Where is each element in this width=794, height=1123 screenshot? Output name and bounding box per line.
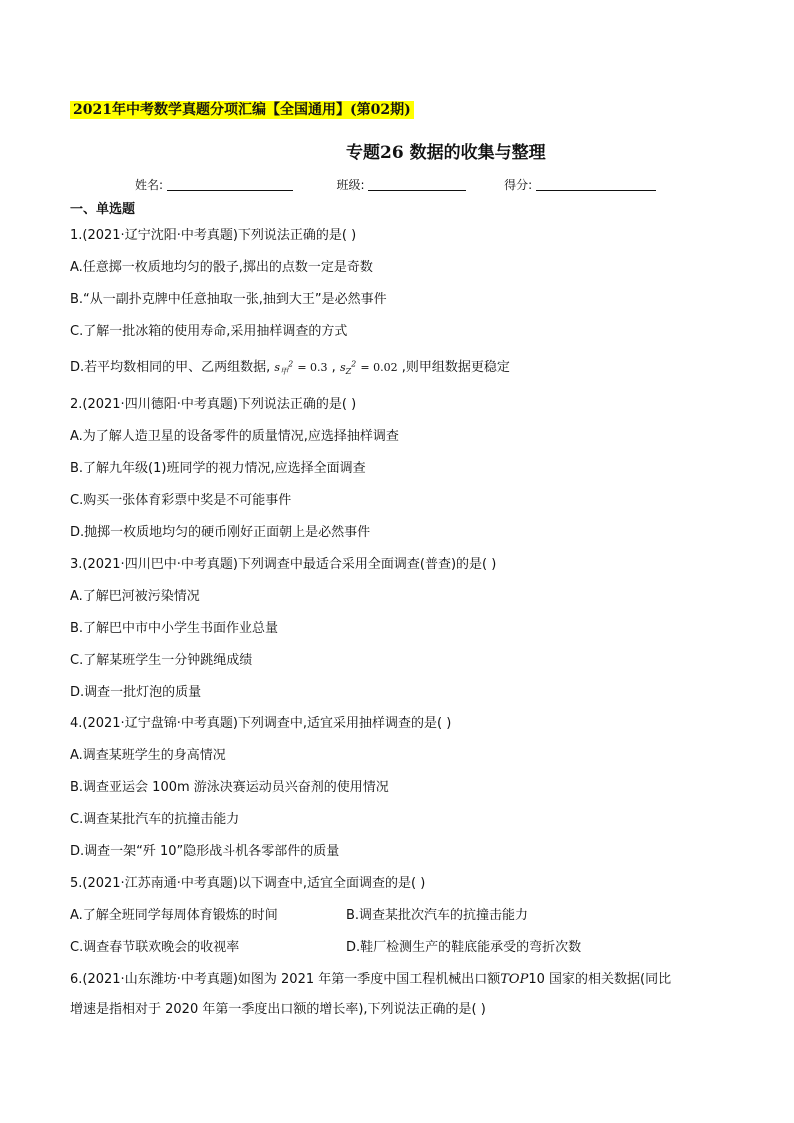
q6-math-top: TOP [500, 972, 529, 987]
question-3-option-d: D.调查一批灯泡的质量 [70, 685, 202, 700]
question-1-option-d [70, 356, 510, 377]
question-4-option-d: D.调查一架“歼 10”隐形战斗机各零部件的质量 [70, 844, 340, 859]
question-4-option-a: A.调查某班学生的身高情况 [70, 748, 226, 763]
score-label: 得分: [504, 178, 533, 192]
variance-symbol-yi: $s_Z^2$ [339, 359, 357, 377]
question-2-stem: 2.(2021·四川德阳·中考真题)下列说法正确的是( ) [70, 397, 357, 412]
question-2-option-a: A.为了解人造卫星的设备零件的质量情况,应选择抽样调查 [70, 429, 399, 444]
variance-value-yi: = 0.02 [360, 361, 398, 374]
question-3-option-b: B.了解巴中市中小学生书面作业总量 [70, 621, 279, 636]
question-6-stem-line2: 增速是指相对于 2020 年第一季度出口额的增长率),下列说法正确的是( ) [70, 1002, 486, 1017]
score-field[interactable] [536, 178, 656, 191]
question-2-option-b: B.了解九年级(1)班同学的视力情况,应选择全面调查 [70, 461, 366, 476]
q6-text-pre: 6.(2021·山东潍坊·中考真题)如图为 2021 年第一季度中国工程机械出口额 [70, 972, 501, 987]
variance-symbol-jia: $s_甲^2$ [274, 359, 294, 377]
question-4-option-c: C.调查某批汽车的抗撞击能力 [70, 812, 240, 827]
variance-value-jia: = 0.3 [297, 361, 328, 374]
question-5-stem: 5.(2021·江苏南通·中考真题)以下调查中,适宜全面调查的是( ) [70, 876, 426, 891]
series-banner: 2021年中考数学真题分项汇编【全国通用】(第02期) [70, 101, 414, 119]
section-heading: 一、单选题 [70, 202, 136, 217]
page-title: 专题26 数据的收集与整理 [346, 143, 546, 163]
question-4-option-b: B.调查亚运会 100m 游泳决赛运动员兴奋剂的使用情况 [70, 780, 389, 795]
q6-text-post: 10 国家的相关数据(同比 [528, 972, 672, 987]
name-field[interactable] [167, 178, 293, 191]
class-label: 班级: [336, 178, 365, 192]
question-2-option-c: C.购买一张体育彩票中奖是不可能事件 [70, 493, 292, 508]
option-d-text-pre: D.若平均数相同的甲、乙两组数据, [70, 360, 271, 375]
class-field[interactable] [368, 178, 466, 191]
question-1-option-a: A.任意掷一枚质地均匀的骰子,掷出的点数一定是奇数 [70, 260, 373, 275]
option-d-text-post: ,则甲组数据更稳定 [401, 360, 510, 375]
question-5-option-a: A.了解全班同学每周体育锻炼的时间 [70, 908, 278, 923]
question-1-option-b: B.“从一副扑克牌中任意抽取一张,抽到大王”是必然事件 [70, 292, 387, 307]
question-3-stem: 3.(2021·四川巴中·中考真题)下列调查中最适合采用全面调查(普查)的是( ) [70, 557, 497, 572]
question-2-option-d: D.抛掷一枚质地均匀的硬币刚好正面朝上是必然事件 [70, 525, 371, 540]
student-info-row [135, 176, 656, 193]
question-1-stem: 1.(2021·辽宁沈阳·中考真题)下列说法正确的是( ) [70, 228, 357, 243]
question-3-option-a: A.了解巴河被污染情况 [70, 589, 200, 604]
question-5-option-d: D.鞋厂检测生产的鞋底能承受的弯折次数 [346, 940, 582, 955]
question-3-option-c: C.了解某班学生一分钟跳绳成绩 [70, 653, 253, 668]
question-6-stem-line1 [70, 968, 671, 987]
question-5-option-c: C.调查春节联欢晚会的收视率 [70, 940, 240, 955]
question-4-stem: 4.(2021·辽宁盘锦·中考真题)下列调查中,适宜采用抽样调查的是( ) [70, 716, 452, 731]
name-label: 姓名: [135, 178, 164, 192]
question-5-option-b: B.调查某批次汽车的抗撞击能力 [346, 908, 529, 923]
separator-comma: , [331, 360, 336, 375]
question-1-option-c: C.了解一批冰箱的使用寿命,采用抽样调查的方式 [70, 324, 348, 339]
